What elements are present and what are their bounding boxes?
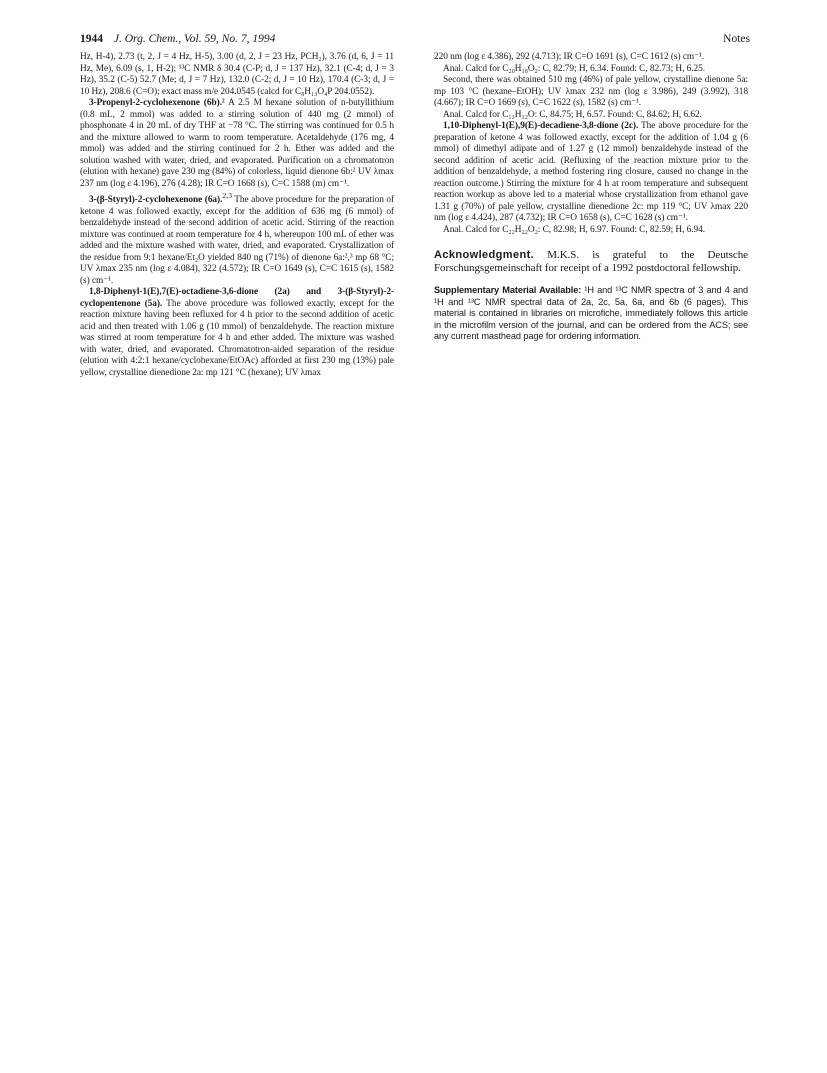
dienone-5a-paragraph: Second, there was obtained 510 mg (46%) of pale yellow, crystalline dienone 5a: mp 103 °C (hexane–EtOH); UV λmax 232 nm (log ε 3.986), 249 (3.992), 318 (4.667); IR C=O 1669 (s), C=C 1622 (s), 1582 (s) cm⁻¹. xyxy=(434,75,748,108)
right-column xyxy=(434,52,748,343)
procedure-2a-5a-text: The above procedure was followed exactly, except for the reaction mixture having been refluxed for 4 h prior to the second addition of acetic acid and then treated with 1.06 g (10 mmol) of benzaldehyde. The reaction mixture was stirred at room temperature for 4 h and ether added. The mixture was washed with water, dried, and evaporated. Chromatotron-aided separation of the residue (elution with 4:2:1 hexane/cyclohexane/EtOAc) afforded at first 230 mg (13%) pale yellow, crystalline dienedione 2a: mp 121 °C (hexane); UV λmax xyxy=(80,298,394,378)
acknowledgment-title: Acknowledgment. xyxy=(434,249,535,261)
procedure-6a xyxy=(80,190,394,287)
analysis-5a: Anal. Calcd for C₁₃H₁₂O: C, 84.75; H, 6.57. Found: C, 84.62; H, 6.62. xyxy=(443,109,702,120)
acknowledgment-text: M.K.S. is grateful to the Deutsche Forschungsgemeinschaft for receipt of a 1992 postdoctoral fellowship. xyxy=(434,249,748,274)
analysis-2a: Anal. Calcd for C₂₀H₁₈O₂: C, 82.79; H, 6.34. Found: C, 82.73; H, 6.25. xyxy=(443,63,706,74)
reference-superscript: 2,3 xyxy=(222,191,232,200)
compound-heading-6a: 3-(β-Styryl)-2-cyclohexenone (6a). xyxy=(89,195,223,206)
compound-heading-2a-5a: 1,8-Diphenyl-1(E),7(E)-octadiene-3,6-dione (2a) and 3-(β-Styryl)-2-cyclopentenone (5a). xyxy=(80,287,394,309)
supplementary-material xyxy=(434,285,748,343)
supplementary-title: Supplementary Material Available: xyxy=(434,285,582,295)
supplementary-text: ¹H and ¹³C NMR spectra of 3 and 4 and ¹H and ¹³C NMR spectral data of 2a, 2c, 5a, 6a, and 6b (6 pages). This material is contained in libraries on microfiche, immediately follows this article in the microfilm version of the journal, and can be ordered from the ACS; see any current masthead page for ordering information. xyxy=(434,285,748,341)
running-header xyxy=(80,33,750,49)
compound-heading-6b: 3-Propenyl-2-cyclohexenone (6b).² xyxy=(89,98,225,108)
journal-citation: J. Org. Chem., Vol. 59, No. 7, 1994 xyxy=(113,33,276,45)
left-column xyxy=(80,52,394,379)
page-number: 1944 xyxy=(80,33,103,45)
uv-ir-continuation: 220 nm (log ε 4.386), 292 (4.713); IR C=O 1691 (s), C=C 1612 (s) cm⁻¹. xyxy=(434,52,705,62)
procedure-2a-5a xyxy=(80,287,394,379)
header-left xyxy=(80,33,275,45)
procedure-6b-text: A 2.5 M hexane solution of n-butyllithium (0.8 mL, 2 mmol) was added to a stirring solution of 440 mg (2 mmol) of phosphonate 4 in 20 mL of dry THF at −78 °C. The stirring was continued for 0.5 h and the mixture allowed to warm to room temperature. Acetaldehyde (176 mg, 4 mmol) was added and the stirring continued for 2 h. Ether was added and the solution washed with water, dried, and evaporated. Purification on a chromatotron (elution with hexane) gave 230 mg (84%) of colorless, liquid dienone 6b:² UV λmax 237 nm (log ε 4.196), 276 (4.28); IR C=O 1668 (s), C=C 1588 (m) cm⁻¹. xyxy=(80,98,395,189)
acknowledgment xyxy=(434,249,748,275)
procedure-2c-text: The above procedure for the preparation of ketone 4 was followed exactly, except for the addition of 1.04 g (6 mmol) of dimethyl adipate and of 1.27 g (12 mmol) benzaldehyde instead of the second addition of acetic acid. (Refluxing of the reaction mixture prior to the addition of benzaldehyde, a method fostering ring closure, caused no change in the reaction outcome.) Stirring the mixture for 4 h at room temperature and subsequent reaction workup as above led to a material whose crystallization from ethanol gave 1.31 g (70%) of pale yellow, crystalline dienedione 2c: mp 119 °C; UV λmax 220 nm (log ε 4.424), 287 (4.732); IR C=O 1658 (s), C=C 1628 (s) cm⁻¹. xyxy=(434,121,748,223)
analysis-2c: Anal. Calcd for C₂₂H₂₂O₂: C, 82.98; H, 6.97. Found: C, 82.59; H, 6.94. xyxy=(443,224,706,235)
compound-heading-2c: 1,10-Diphenyl-1(E),9(E)-decadiene-3,8-dione (2c). xyxy=(443,121,639,131)
procedure-6a-text: The above procedure for the preparation of ketone 4 was followed exactly, except for the addition of 636 mg (6 mmol) of benzaldehyde instead of the second addition of acetic acid. Stirring of the reaction mixture was continued at room temperature for 4 h, whereupon 100 mL of ether was added and the mixture washed with water, dried, and evaporated. Crystallization of the residue from 9:1 hexane/Et₂O yielded 840 ng (71%) of dienone 6a:²,³ mp 68 °C; UV λmax 235 nm (log ε 4.084), 322 (4.572); IR C=O 1649 (s), C=C 1615 (s), 1582 (s) cm⁻¹. xyxy=(80,195,394,286)
procedure-6b xyxy=(80,98,394,190)
procedure-2c xyxy=(434,121,748,225)
nmr-data-paragraph: Hz, H-4), 2.73 (t, 2, J = 4 Hz, H-5), 3.00 (d, 2, J = 23 Hz, PCH₂), 3.76 (d, 6, J = 11 Hz, Me), 6.09 (s, 1, H-2); ¹³C NMR δ 30.4 (C-P; d, J = 137 Hz), 32.1 (C-4; d, J = 3 Hz), 35.2 (C-5) 52.7 (Me; d, J = 7 Hz), 132.0 (C-2; d, J = 10 Hz), 170.4 (C-3; d, J = 10 Hz), 208.6 (C=O); exact mass m/e 204.0545 (calcd for C₈H₁₃O₄P 204.0552). xyxy=(80,52,394,97)
section-label: Notes xyxy=(723,33,750,45)
